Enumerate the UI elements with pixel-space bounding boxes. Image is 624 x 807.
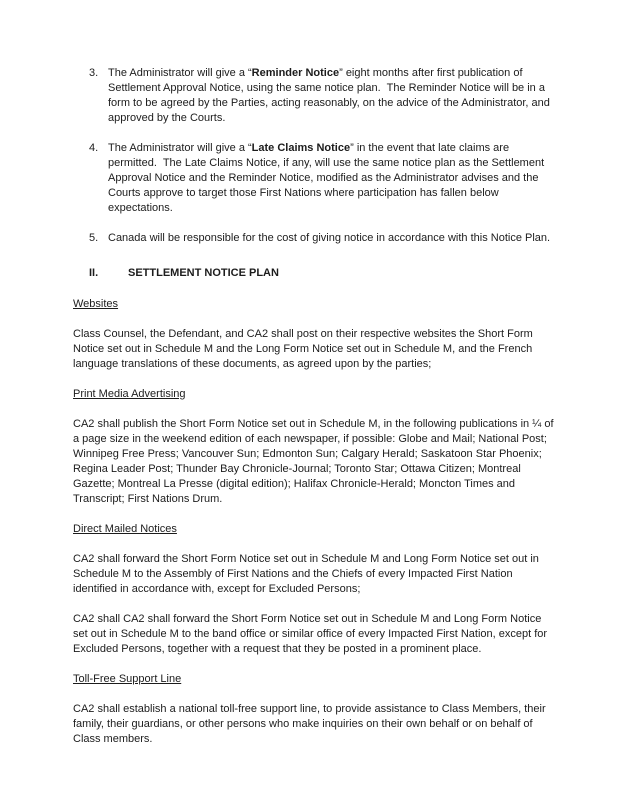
subsection-heading: Print Media Advertising [73,388,186,400]
text-segment: CA2 shall forward the Short Form Notice set out in Schedule M and Long Form Notice set out in Schedule M to the Assembly of First Nations and the Chiefs of every Impacted First Nation identified in accordance with, except for Excluded Persons; [73,553,542,595]
bold-text-segment: Late Claims Notice [251,142,351,154]
text-segment: The Administrator will give a “ [108,142,252,154]
paragraph [73,552,554,597]
numbered-list-item [73,231,554,246]
list-item-number: 5. [89,232,99,244]
subsection-heading: Websites [73,298,119,310]
text-segment: Canada will be responsible for the cost of giving notice in accordance with this Notice Plan. [108,232,551,244]
bold-text-segment: Reminder Notice [251,67,340,79]
list-item-text [108,67,553,124]
list-item-text [108,142,547,214]
text-segment: CA2 shall publish the Short Form Notice set out in Schedule M, in the following publications in ¼ of a page size in the weekend edition of each newspaper, if possible: Globe and Mail; National Post; Winnipeg Free Press; Vancouver Sun; Edmonton Sun; Calgary Herald; Saskatoon Star Phoenix; Regina Leader Post; Thunder Bay Chronicle-Journal; Toronto Star; Ottawa Citizen; Montreal Gazette; Montreal La Presse (digital edition); Halifax Chronicle-Herald; Moncton Times and Transcript; First Nations Drum. [73,418,557,505]
text-segment: CA2 shall CA2 shall forward the Short Form Notice set out in Schedule M and Long Form Notice set out in Schedule M to the band office or similar office of every Impacted First Nation, except for Excluded Persons, together with a request that they be posted in a prominent place. [73,613,551,655]
section-heading [73,266,554,281]
list-item-number: 4. [89,142,99,154]
text-segment: CA2 shall establish a national toll-free support line, to provide assistance to Class Members, their family, their guardians, or other persons who make inquiries on their own behalf or on behalf of Class members. [73,703,549,745]
text-segment: The Administrator will give a “ [108,67,252,79]
list-item-text [108,232,550,244]
paragraph [73,417,557,507]
subsection-heading: Toll-Free Support Line [73,673,182,685]
numbered-list-item [73,66,554,126]
paragraph [73,327,554,372]
text-segment: ” eight months after first publication of Settlement Approval Notice, using the same notice plan. The Reminder Notice will be in a form to be agreed by the Parties, acting reasonably, on the advice of the Administrator, and approved by the Courts. [108,67,553,124]
subsection-heading-row [73,672,554,687]
text-segment: Class Counsel, the Defendant, and CA2 shall post on their respective websites the Short Form Notice set out in Schedule M and the Long Form Notice set out in Schedule M, and the French language translations of these documents, as agreed upon by the parties; [73,328,536,370]
subsection-heading-row [73,522,554,537]
subsection-heading-row [73,297,554,312]
paragraph [73,612,554,657]
section-heading-title: SETTLEMENT NOTICE PLAN [128,267,279,279]
paragraph [73,702,554,747]
text-segment: ” in the event that late claims are permitted. The Late Claims Notice, if any, will use the same notice plan as the Settlement Approval Notice and the Reminder Notice, modified as the Administrator advises and the Courts approve to target those First Nations where participation has fallen below expectations. [108,142,547,214]
section-heading-number: II. [89,267,99,279]
numbered-list-item [73,141,554,216]
subsection-heading-row [73,387,554,402]
list-item-number: 3. [89,67,99,79]
subsection-heading: Direct Mailed Notices [73,523,177,535]
